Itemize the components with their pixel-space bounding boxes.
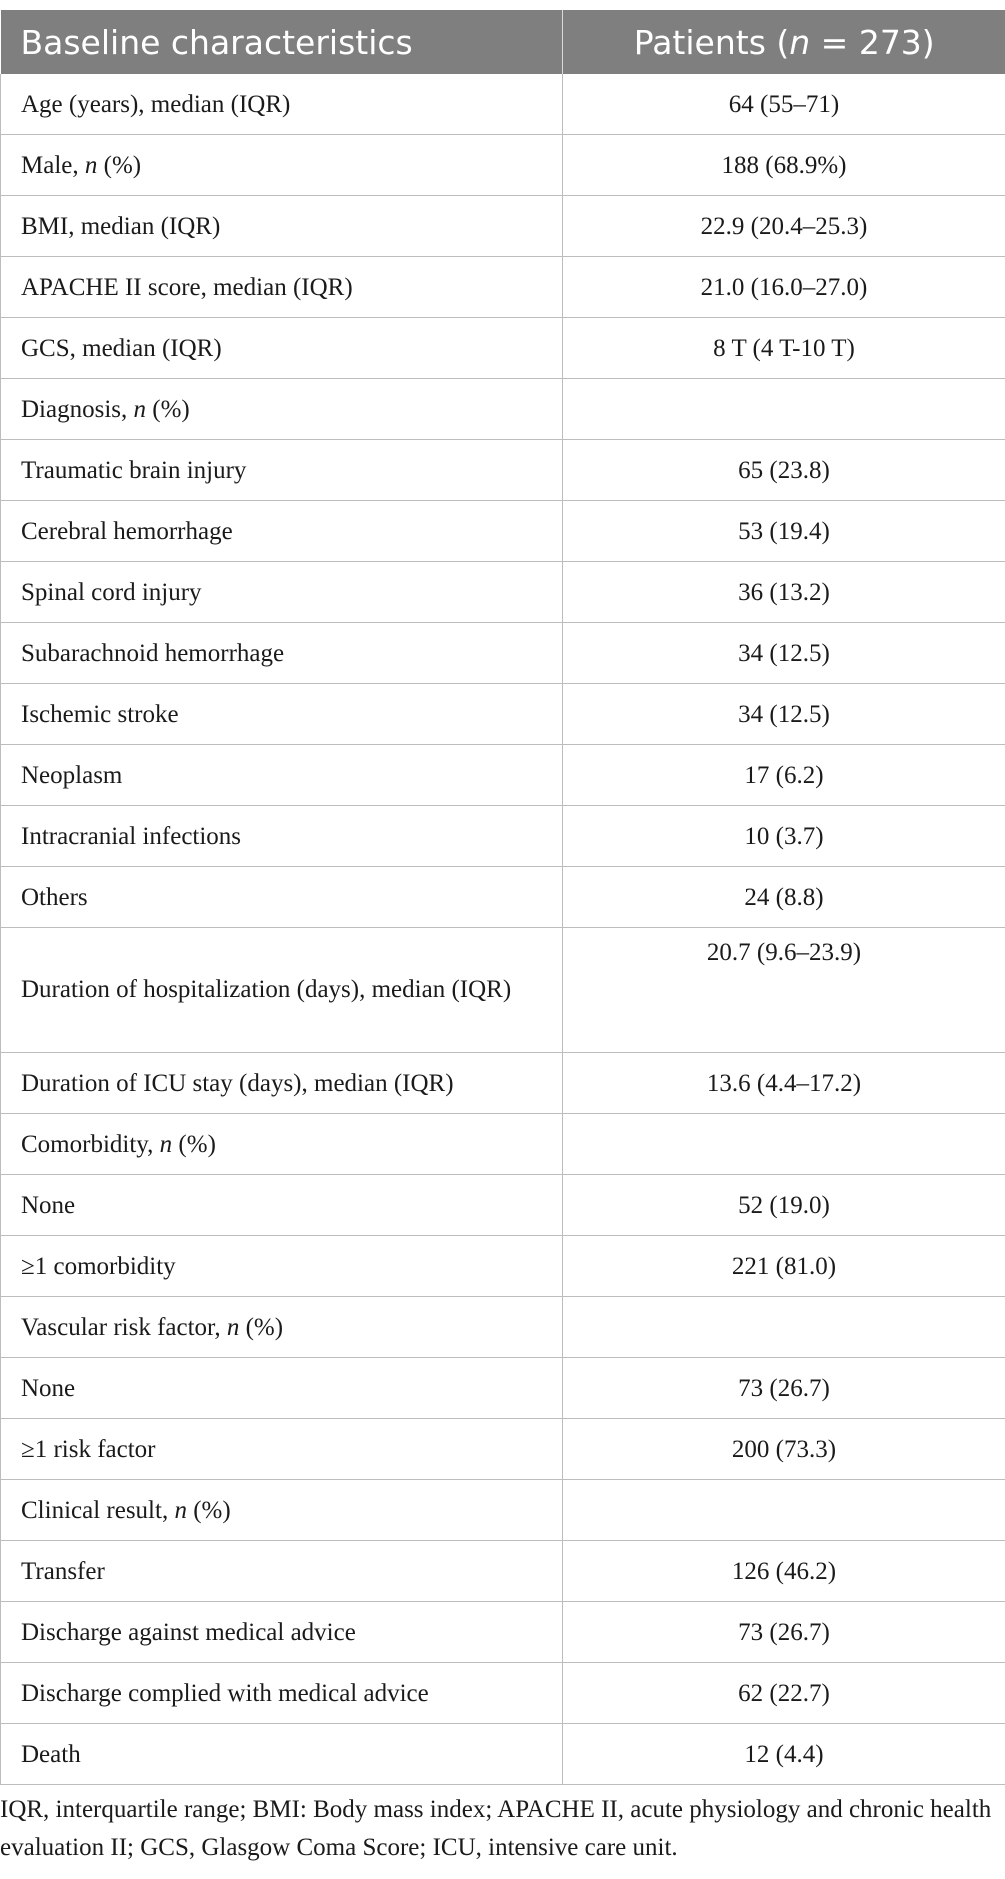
row-value: 126 (46.2)	[563, 1541, 1005, 1602]
row-value: 34 (12.5)	[563, 623, 1005, 684]
row-label-suffix: (%)	[186, 1496, 231, 1524]
row-value: 53 (19.4)	[563, 501, 1005, 562]
row-value: 24 (8.8)	[563, 867, 1005, 928]
row-label-text: Duration of hospitalization (days), median (IQR)	[21, 976, 512, 1003]
row-value: 17 (6.2)	[563, 745, 1005, 806]
table-row	[1, 745, 1005, 806]
row-label	[1, 318, 563, 379]
row-value: 34 (12.5)	[563, 684, 1005, 745]
row-value: 20.7 (9.6–23.9)	[563, 928, 1005, 1053]
row-value: 65 (23.8)	[563, 440, 1005, 501]
row-label	[1, 1663, 563, 1724]
row-value: 62 (22.7)	[563, 1663, 1005, 1724]
row-label	[1, 74, 563, 135]
table-row	[1, 1480, 1005, 1541]
table-row	[1, 1297, 1005, 1358]
table-row	[1, 1358, 1005, 1419]
row-label-text: BMI, median (IQR)	[21, 212, 221, 240]
row-label-text: Cerebral hemorrhage	[21, 517, 233, 545]
baseline-characteristics-table	[0, 10, 1005, 1785]
row-label	[1, 806, 563, 867]
row-label-text: ≥1 risk factor	[21, 1435, 156, 1463]
row-label-n: n	[159, 1130, 173, 1158]
header-patients-n: n	[789, 22, 811, 62]
row-label	[1, 196, 563, 257]
table-row	[1, 1175, 1005, 1236]
header-patients	[563, 10, 1005, 74]
table-row	[1, 74, 1005, 135]
header-row	[1, 10, 1005, 74]
table-row	[1, 623, 1005, 684]
row-label	[1, 1724, 563, 1785]
table-row	[1, 379, 1005, 440]
row-value: 13.6 (4.4–17.2)	[563, 1053, 1005, 1114]
row-value: 64 (55–71)	[563, 74, 1005, 135]
row-value: 12 (4.4)	[563, 1724, 1005, 1785]
row-label-n: n	[84, 151, 98, 179]
row-label-text: Subarachnoid hemorrhage	[21, 639, 285, 667]
row-label-text: Diagnosis,	[21, 395, 134, 423]
row-label-suffix: (%)	[172, 1130, 216, 1158]
table-footnote: IQR, interquartile range; BMI: Body mass index; APACHE II, acute physiology and chronic health evaluation II; GCS, Glasgow Coma Score; ICU, intensive care unit.	[0, 1796, 992, 1861]
row-label-text: None	[21, 1191, 76, 1219]
row-label	[1, 135, 563, 196]
row-label	[1, 1541, 563, 1602]
row-label-n: n	[226, 1313, 240, 1341]
table-row	[1, 501, 1005, 562]
row-value: 8 T (4 T-10 T)	[563, 318, 1005, 379]
row-label-text: Discharge complied with medical advice	[21, 1679, 429, 1707]
row-label	[1, 867, 563, 928]
row-label	[1, 501, 563, 562]
row-value: 73 (26.7)	[563, 1602, 1005, 1663]
row-label-text: Traumatic brain injury	[21, 456, 247, 484]
row-label	[1, 1053, 563, 1114]
table-row	[1, 806, 1005, 867]
table-row	[1, 1724, 1005, 1785]
row-label-suffix: (%)	[97, 151, 142, 179]
row-value: 221 (81.0)	[563, 1236, 1005, 1297]
table-row	[1, 1602, 1005, 1663]
table-header	[1, 10, 1005, 74]
row-label-text: Others	[21, 883, 88, 911]
row-label	[1, 257, 563, 318]
row-label-text: Neoplasm	[21, 761, 123, 789]
row-label-text: Vascular risk factor,	[21, 1313, 227, 1341]
row-label-text: Comorbidity,	[21, 1130, 160, 1158]
table-row	[1, 1053, 1005, 1114]
row-value	[563, 1114, 1005, 1175]
row-label-n: n	[133, 395, 146, 423]
row-label-text: Death	[21, 1740, 81, 1768]
row-value: 21.0 (16.0–27.0)	[563, 257, 1005, 318]
row-label	[1, 1602, 563, 1663]
row-value: 10 (3.7)	[563, 806, 1005, 867]
table-row	[1, 1236, 1005, 1297]
table-row	[1, 135, 1005, 196]
row-value	[563, 379, 1005, 440]
table-row	[1, 867, 1005, 928]
row-label-text: Male,	[21, 151, 85, 179]
row-value: 73 (26.7)	[563, 1358, 1005, 1419]
row-value: 188 (68.9%)	[563, 135, 1005, 196]
row-value: 200 (73.3)	[563, 1419, 1005, 1480]
row-label	[1, 684, 563, 745]
table-row	[1, 1663, 1005, 1724]
header-patients-post: = 273)	[810, 22, 935, 62]
row-label	[1, 1236, 563, 1297]
row-label-text: Transfer	[21, 1557, 105, 1585]
table-row	[1, 684, 1005, 745]
row-label-text: Discharge against medical advice	[21, 1618, 356, 1646]
row-label	[1, 623, 563, 684]
row-value: 36 (13.2)	[563, 562, 1005, 623]
row-label-text: Ischemic stroke	[21, 700, 179, 728]
row-label-text: GCS, median (IQR)	[21, 334, 222, 362]
table-row	[1, 928, 1005, 1053]
row-label	[1, 745, 563, 806]
row-label-text: Intracranial infections	[21, 822, 242, 850]
header-characteristics: Baseline characteristics	[1, 10, 563, 74]
row-label	[1, 379, 563, 440]
row-value: 22.9 (20.4–25.3)	[563, 196, 1005, 257]
row-value: 52 (19.0)	[563, 1175, 1005, 1236]
row-label-text: Age (years), median (IQR)	[21, 90, 291, 118]
row-label	[1, 928, 563, 1053]
row-label	[1, 1480, 563, 1541]
row-label-suffix: (%)	[146, 395, 190, 423]
table-row	[1, 1541, 1005, 1602]
table-row	[1, 440, 1005, 501]
row-label-suffix: (%)	[239, 1313, 284, 1341]
table-row	[1, 562, 1005, 623]
row-label	[1, 1114, 563, 1175]
row-label	[1, 562, 563, 623]
row-label-text: Clinical result,	[21, 1496, 175, 1524]
row-label-text: Duration of ICU stay (days), median (IQR)	[21, 1069, 454, 1097]
header-patients-pre: Patients (	[633, 22, 790, 62]
table-row	[1, 1114, 1005, 1175]
row-value	[563, 1480, 1005, 1541]
table-body	[1, 74, 1005, 1785]
table-row	[1, 196, 1005, 257]
row-label	[1, 1297, 563, 1358]
row-label-text: ≥1 comorbidity	[21, 1252, 176, 1280]
table-row	[1, 1419, 1005, 1480]
row-label	[1, 440, 563, 501]
row-label-text: APACHE II score, median (IQR)	[21, 273, 353, 301]
row-label	[1, 1175, 563, 1236]
row-label-text: None	[21, 1374, 76, 1402]
row-label	[1, 1358, 563, 1419]
row-label	[1, 1419, 563, 1480]
table-row	[1, 318, 1005, 379]
row-label-n: n	[174, 1496, 187, 1524]
row-value	[563, 1297, 1005, 1358]
row-label-text: Spinal cord injury	[21, 578, 202, 606]
table-row	[1, 257, 1005, 318]
